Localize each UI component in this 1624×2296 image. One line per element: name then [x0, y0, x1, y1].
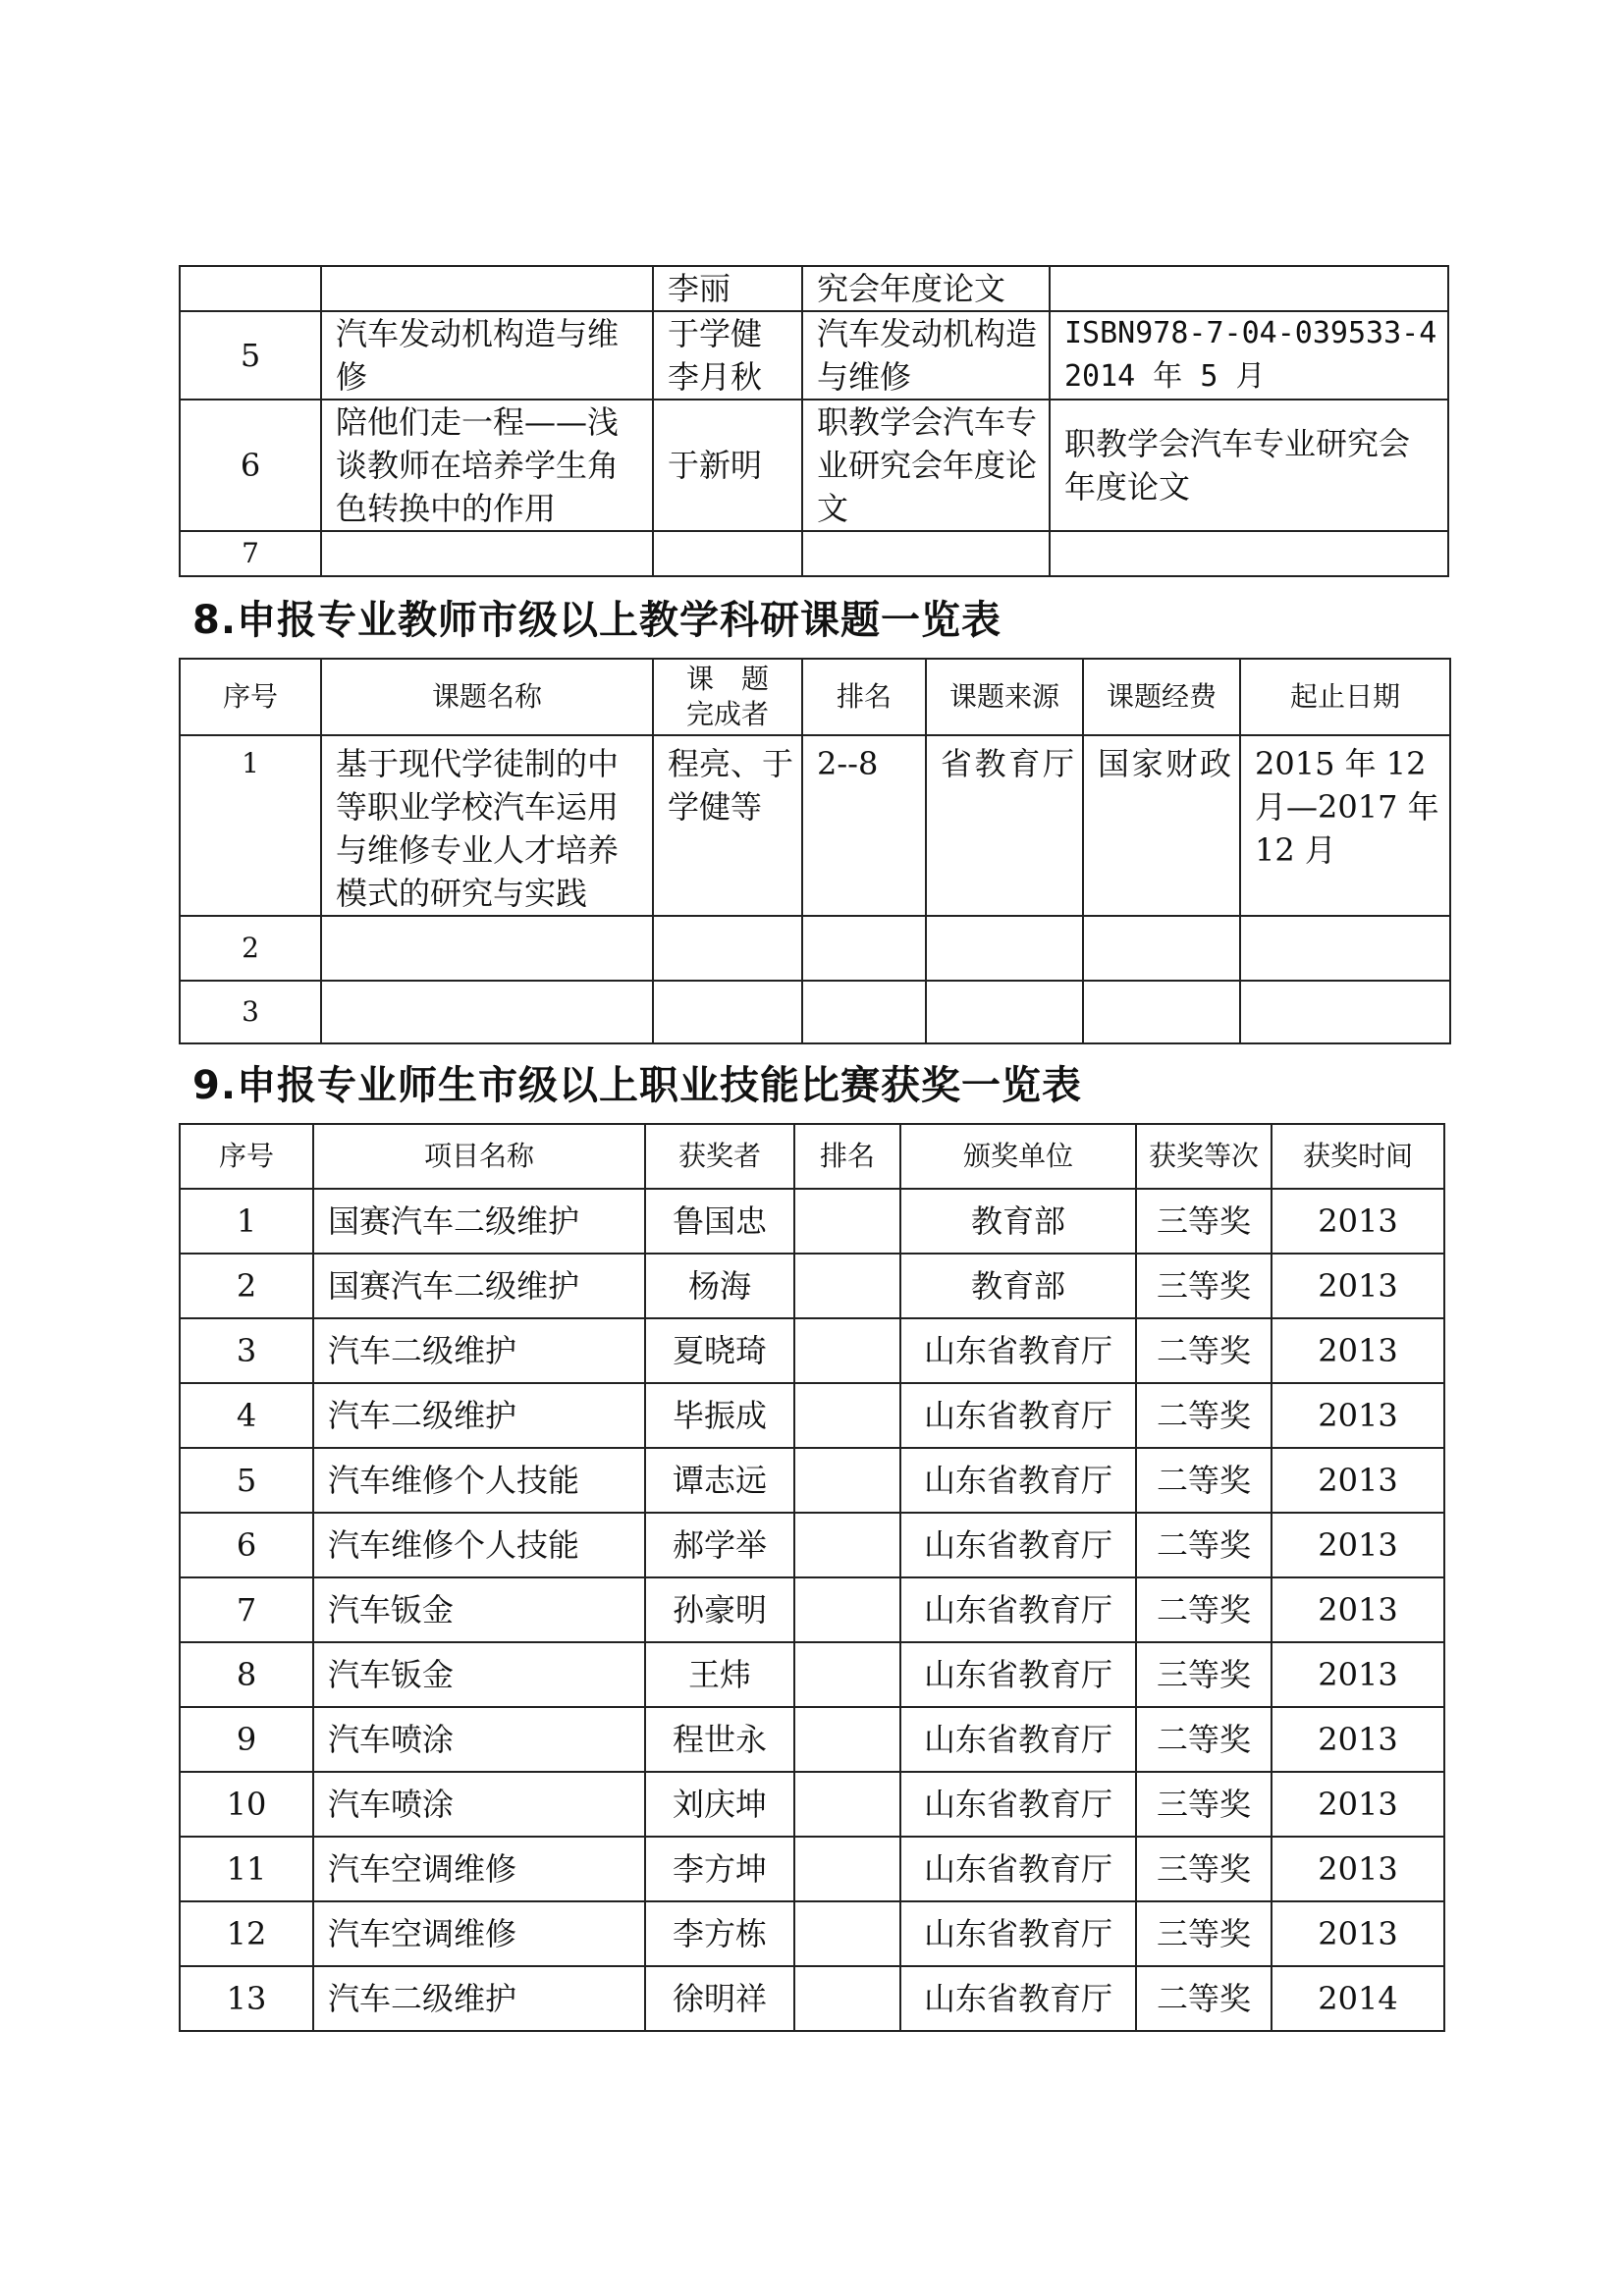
award-rank [794, 1577, 900, 1642]
award-level: 三等奖 [1136, 1772, 1272, 1837]
paper-publication [802, 531, 1050, 576]
award-project-name: 汽车空调维修 [313, 1837, 645, 1901]
award-year: 2014 [1272, 1966, 1444, 2031]
award-rank [794, 1254, 900, 1318]
table-row [180, 1318, 1444, 1383]
award-level: 三等奖 [1136, 1837, 1272, 1901]
award-year: 2013 [1272, 1254, 1444, 1318]
project-date-range [1240, 916, 1450, 981]
row-number: 9 [180, 1707, 313, 1772]
header-source: 课题来源 [926, 659, 1083, 735]
award-rank [794, 1772, 900, 1837]
award-level: 二等奖 [1136, 1448, 1272, 1513]
award-org: 山东省教育厅 [900, 1513, 1136, 1577]
row-number: 4 [180, 1383, 313, 1448]
award-year: 2013 [1272, 1901, 1444, 1966]
award-winner: 鲁国忠 [645, 1189, 794, 1254]
row-number: 6 [180, 400, 321, 531]
award-project-name: 汽车钣金 [313, 1642, 645, 1707]
paper-info: ISBN978-7-04-039533-4 2014 年 5 月 [1050, 311, 1448, 400]
header-award-level: 获奖等次 [1136, 1124, 1272, 1189]
header-project-name: 项目名称 [313, 1124, 645, 1189]
award-winner: 孙豪明 [645, 1577, 794, 1642]
project-name: 基于现代学徒制的中等职业学校汽车运用与维修专业人才培养模式的研究与实践 [321, 735, 653, 916]
row-number: 8 [180, 1642, 313, 1707]
award-project-name: 汽车喷涂 [313, 1707, 645, 1772]
row-number: 1 [180, 1189, 313, 1254]
award-org: 山东省教育厅 [900, 1837, 1136, 1901]
table-row [180, 266, 1448, 311]
table-row [180, 1837, 1444, 1901]
paper-title: 陪他们走一程——浅谈教师在培养学生角色转换中的作用 [321, 400, 653, 531]
award-project-name: 汽车维修个人技能 [313, 1448, 645, 1513]
award-project-name: 汽车空调维修 [313, 1901, 645, 1966]
header-completer: 课 题 完成者 [653, 659, 802, 735]
award-year: 2013 [1272, 1772, 1444, 1837]
header-number: 序号 [180, 1124, 313, 1189]
award-level: 二等奖 [1136, 1577, 1272, 1642]
award-rank [794, 1707, 900, 1772]
project-name [321, 981, 653, 1043]
award-org: 山东省教育厅 [900, 1772, 1136, 1837]
award-rank [794, 1448, 900, 1513]
award-rank [794, 1189, 900, 1254]
header-rank: 排名 [802, 659, 926, 735]
award-year: 2013 [1272, 1707, 1444, 1772]
award-winner: 谭志远 [645, 1448, 794, 1513]
project-date-range [1240, 981, 1450, 1043]
award-org: 山东省教育厅 [900, 1642, 1136, 1707]
project-date-range: 2015 年 12 月—2017 年 12 月 [1240, 735, 1450, 916]
row-number [180, 266, 321, 311]
header-awarding-org: 颁奖单位 [900, 1124, 1136, 1189]
paper-author: 李丽 [653, 266, 802, 311]
papers-table-continued [179, 265, 1449, 577]
row-number: 5 [180, 311, 321, 400]
header-date-range: 起止日期 [1240, 659, 1450, 735]
award-rank [794, 1837, 900, 1901]
project-completer: 程亮、于学健等 [653, 735, 802, 916]
row-number: 7 [180, 531, 321, 576]
row-number: 13 [180, 1966, 313, 2031]
award-project-name: 汽车维修个人技能 [313, 1513, 645, 1577]
award-winner: 毕振成 [645, 1383, 794, 1448]
paper-author [653, 531, 802, 576]
table-row [180, 1448, 1444, 1513]
paper-title [321, 531, 653, 576]
award-project-name: 汽车二级维护 [313, 1318, 645, 1383]
paper-publication: 汽车发动机构造与维修 [802, 311, 1050, 400]
table-row [180, 1772, 1444, 1837]
header-award-year: 获奖时间 [1272, 1124, 1444, 1189]
paper-author: 于学健 李月秋 [653, 311, 802, 400]
award-rank [794, 1513, 900, 1577]
award-level: 三等奖 [1136, 1189, 1272, 1254]
award-level: 二等奖 [1136, 1966, 1272, 2031]
award-org: 山东省教育厅 [900, 1577, 1136, 1642]
paper-info [1050, 531, 1448, 576]
award-org: 山东省教育厅 [900, 1383, 1136, 1448]
award-level: 二等奖 [1136, 1318, 1272, 1383]
header-project-name: 课题名称 [321, 659, 653, 735]
award-winner: 李方坤 [645, 1837, 794, 1901]
award-org: 山东省教育厅 [900, 1448, 1136, 1513]
table-row [180, 1901, 1444, 1966]
row-number: 3 [180, 981, 321, 1043]
table-row [180, 1707, 1444, 1772]
table-row [180, 1577, 1444, 1642]
paper-info: 职教学会汽车专业研究会年度论文 [1050, 400, 1448, 531]
row-number: 12 [180, 1901, 313, 1966]
award-winner: 郝学举 [645, 1513, 794, 1577]
project-source: 省教育厅 [926, 735, 1083, 916]
project-rank [802, 981, 926, 1043]
table-row [180, 1642, 1444, 1707]
paper-publication: 究会年度论文 [802, 266, 1050, 311]
project-funding [1083, 981, 1240, 1043]
award-rank [794, 1966, 900, 2031]
project-completer [653, 916, 802, 981]
award-project-name: 汽车二级维护 [313, 1966, 645, 2031]
section-8-heading: 8.申报专业教师市级以上教学科研课题一览表 [192, 598, 1002, 643]
award-org: 山东省教育厅 [900, 1707, 1136, 1772]
paper-info [1050, 266, 1448, 311]
award-level: 二等奖 [1136, 1383, 1272, 1448]
award-winner: 王炜 [645, 1642, 794, 1707]
row-number: 11 [180, 1837, 313, 1901]
competition-awards-table [179, 1123, 1445, 2032]
award-winner: 徐明祥 [645, 1966, 794, 2031]
row-number: 6 [180, 1513, 313, 1577]
project-source [926, 981, 1083, 1043]
award-level: 三等奖 [1136, 1642, 1272, 1707]
row-number: 2 [180, 1254, 313, 1318]
paper-author: 于新明 [653, 400, 802, 531]
row-number: 3 [180, 1318, 313, 1383]
table-row [180, 1189, 1444, 1254]
project-source [926, 916, 1083, 981]
award-rank [794, 1642, 900, 1707]
table-header-row [180, 659, 1450, 735]
award-project-name: 国赛汽车二级维护 [313, 1189, 645, 1254]
header-winner: 获奖者 [645, 1124, 794, 1189]
award-project-name: 汽车喷涂 [313, 1772, 645, 1837]
award-level: 二等奖 [1136, 1513, 1272, 1577]
row-number: 7 [180, 1577, 313, 1642]
header-number: 序号 [180, 659, 321, 735]
award-year: 2013 [1272, 1837, 1444, 1901]
research-projects-table [179, 658, 1451, 1044]
award-year: 2013 [1272, 1513, 1444, 1577]
award-winner: 刘庆坤 [645, 1772, 794, 1837]
row-number: 1 [180, 735, 321, 916]
award-level: 三等奖 [1136, 1901, 1272, 1966]
award-project-name: 国赛汽车二级维护 [313, 1254, 645, 1318]
table-row [180, 735, 1450, 916]
award-year: 2013 [1272, 1318, 1444, 1383]
section-9-heading: 9.申报专业师生市级以上职业技能比赛获奖一览表 [192, 1063, 1083, 1108]
award-rank [794, 1383, 900, 1448]
row-number: 10 [180, 1772, 313, 1837]
project-completer [653, 981, 802, 1043]
row-number: 2 [180, 916, 321, 981]
paper-title: 汽车发动机构造与维修 [321, 311, 653, 400]
paper-publication: 职教学会汽车专业研究会年度论文 [802, 400, 1050, 531]
award-level: 二等奖 [1136, 1707, 1272, 1772]
award-year: 2013 [1272, 1448, 1444, 1513]
award-year: 2013 [1272, 1383, 1444, 1448]
table-row [180, 531, 1448, 576]
table-header-row [180, 1124, 1444, 1189]
project-name [321, 916, 653, 981]
table-row [180, 1254, 1444, 1318]
award-winner: 李方栋 [645, 1901, 794, 1966]
award-winner: 杨海 [645, 1254, 794, 1318]
award-org: 教育部 [900, 1189, 1136, 1254]
award-winner: 夏晓琦 [645, 1318, 794, 1383]
project-funding [1083, 916, 1240, 981]
award-year: 2013 [1272, 1577, 1444, 1642]
awards-table-body [180, 1124, 1444, 2031]
award-project-name: 汽车二级维护 [313, 1383, 645, 1448]
award-winner: 程世永 [645, 1707, 794, 1772]
award-org: 教育部 [900, 1254, 1136, 1318]
award-org: 山东省教育厅 [900, 1901, 1136, 1966]
award-year: 2013 [1272, 1189, 1444, 1254]
table-row [180, 1383, 1444, 1448]
paper-title [321, 266, 653, 311]
project-rank [802, 916, 926, 981]
header-funding: 课题经费 [1083, 659, 1240, 735]
table-row [180, 1966, 1444, 2031]
award-year: 2013 [1272, 1642, 1444, 1707]
award-project-name: 汽车钣金 [313, 1577, 645, 1642]
award-level: 三等奖 [1136, 1254, 1272, 1318]
table-row [180, 400, 1448, 531]
award-rank [794, 1318, 900, 1383]
table-row [180, 311, 1448, 400]
project-rank: 2--8 [802, 735, 926, 916]
award-rank [794, 1901, 900, 1966]
award-org: 山东省教育厅 [900, 1966, 1136, 2031]
table-row [180, 1513, 1444, 1577]
award-org: 山东省教育厅 [900, 1318, 1136, 1383]
table-row [180, 916, 1450, 981]
table-row [180, 981, 1450, 1043]
header-rank: 排名 [794, 1124, 900, 1189]
project-funding: 国家财政 [1083, 735, 1240, 916]
row-number: 5 [180, 1448, 313, 1513]
